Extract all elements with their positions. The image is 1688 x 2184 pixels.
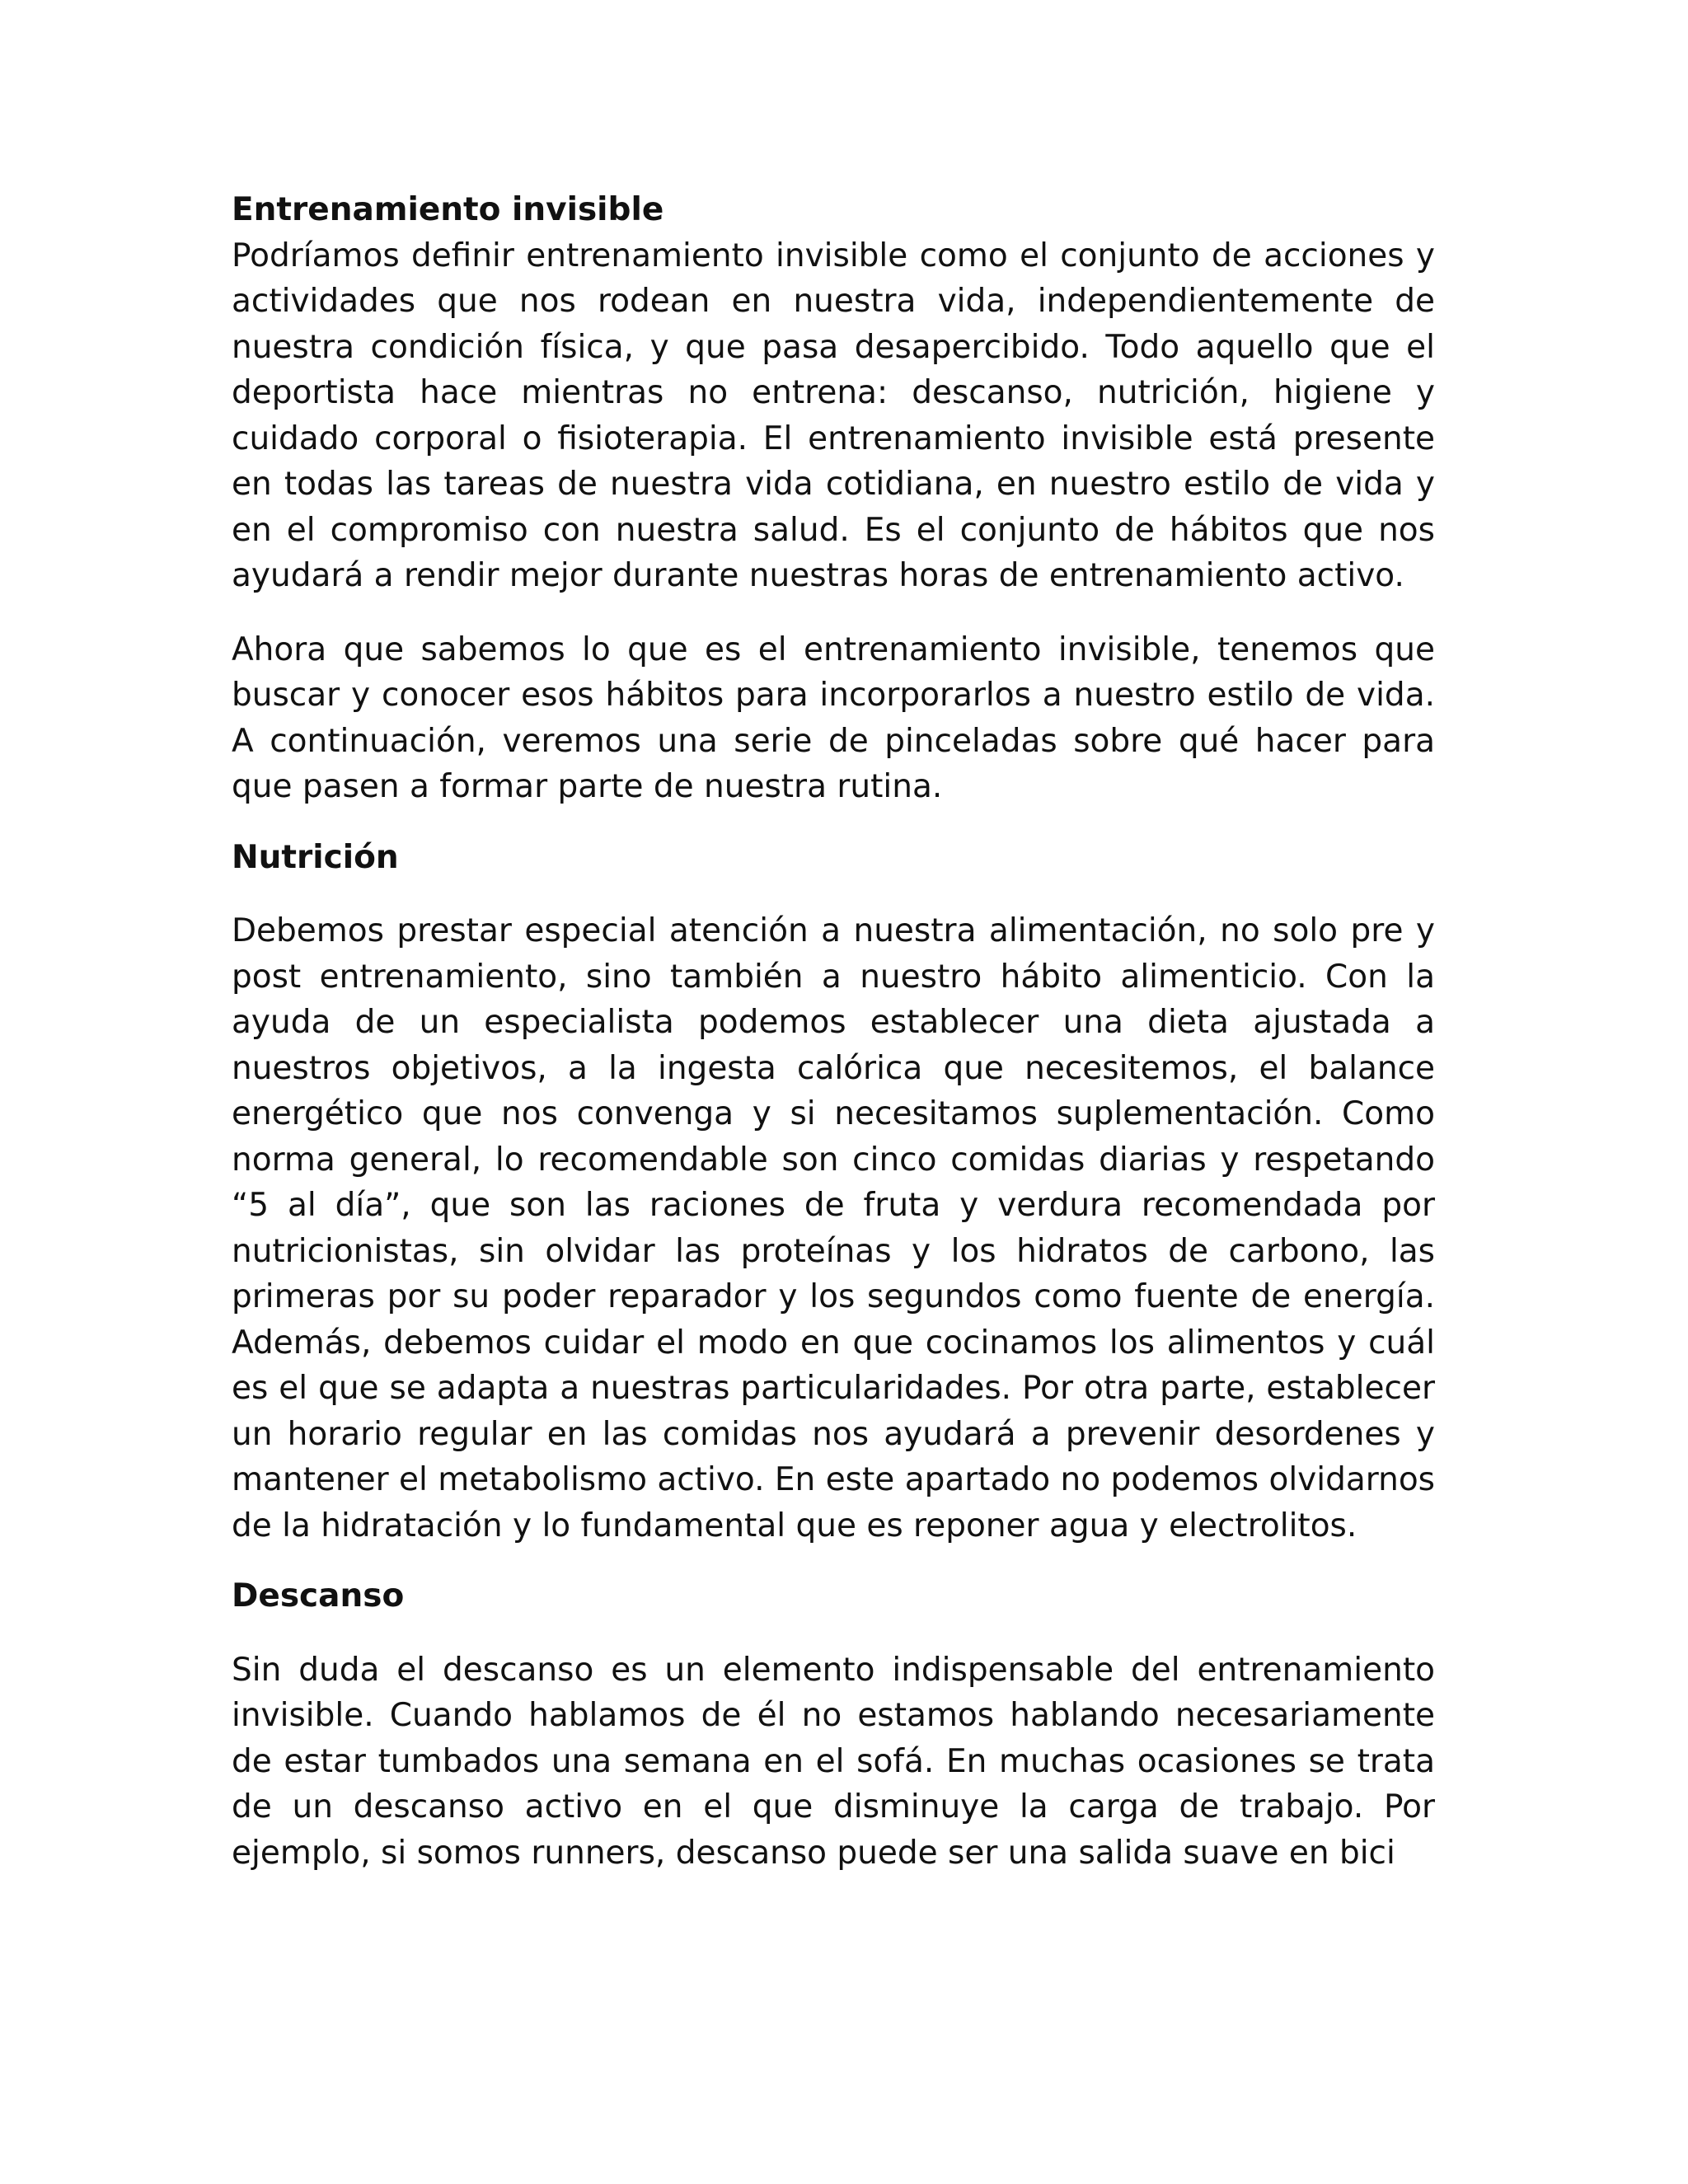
section-heading-descanso: Descanso [232, 1577, 405, 1615]
document-body [232, 187, 1435, 1876]
section-paragraph-descanso: Sin duda el descanso es un elemento indispensable del entrenamiento invisible. Cuando hablamos de él no estamos hablando necesariamente de estar tumbados una semana en el sofá. En muchas ocasiones se trata de un descanso activo en el que disminuye la carga de trabajo. Por ejemplo, si somos runners, descanso puede ser una salida suave en bici [232, 1651, 1435, 1872]
document-title: Entrenamiento invisible [232, 191, 664, 228]
intro-paragraph-2: Ahora que sabemos lo que es el entrenamiento invisible, tenemos que buscar y conocer esos hábitos para incorporarlos a nuestro estilo de vida. A continuación, veremos una serie de pinceladas sobre qué hacer para que pasen a formar parte de nuestra rutina. [232, 630, 1435, 805]
section-heading-nutricion: Nutrición [232, 838, 399, 876]
section-paragraph-nutricion: Debemos prestar especial atención a nuestra alimentación, no solo pre y post entrenamiento, sino también a nuestro hábito alimenticio. Con la ayuda de un especialista podemos establecer una dieta ajustada a nuestros objetivos, a la ingesta calórica que necesitemos, el balance energético que nos convenga y si necesitamos suplementación. Como norma general, lo recomendable son cinco comidas diarias y respetando “5 al día”, que son las raciones de fruta y verdura recomendada por nutricionistas, sin olvidar las proteínas y los hidratos de carbono, las primeras por su poder reparador y los segundos como fuente de energía. Además, debemos cuidar el modo en que cocinamos los alimentos y cuál es el que se adapta a nuestras particularidades. Por otra parte, establecer un horario regular en las comidas nos ayudará a prevenir desordenes y mantener el metabolismo activo. En este apartado no podemos olvidarnos de la hidratación y lo fundamental que es reponer agua y electrolitos. [232, 912, 1435, 1544]
intro-paragraph-1: Podríamos definir entrenamiento invisible como el conjunto de acciones y actividades que nos rodean en nuestra vida, independientemente de nuestra condición física, y que pasa desapercibido. Todo aquello que el deportista hace mientras no entrena: descanso, nutrición, higiene y cuidado corporal o fisioterapia. El entrenamiento invisible está presente en todas las tareas de nuestra vida cotidiana, en nuestro estilo de vida y en el compromiso con nuestra salud. Es el conjunto de hábitos que nos ayudará a rendir mejor durante nuestras horas de entrenamiento activo. [232, 237, 1435, 594]
